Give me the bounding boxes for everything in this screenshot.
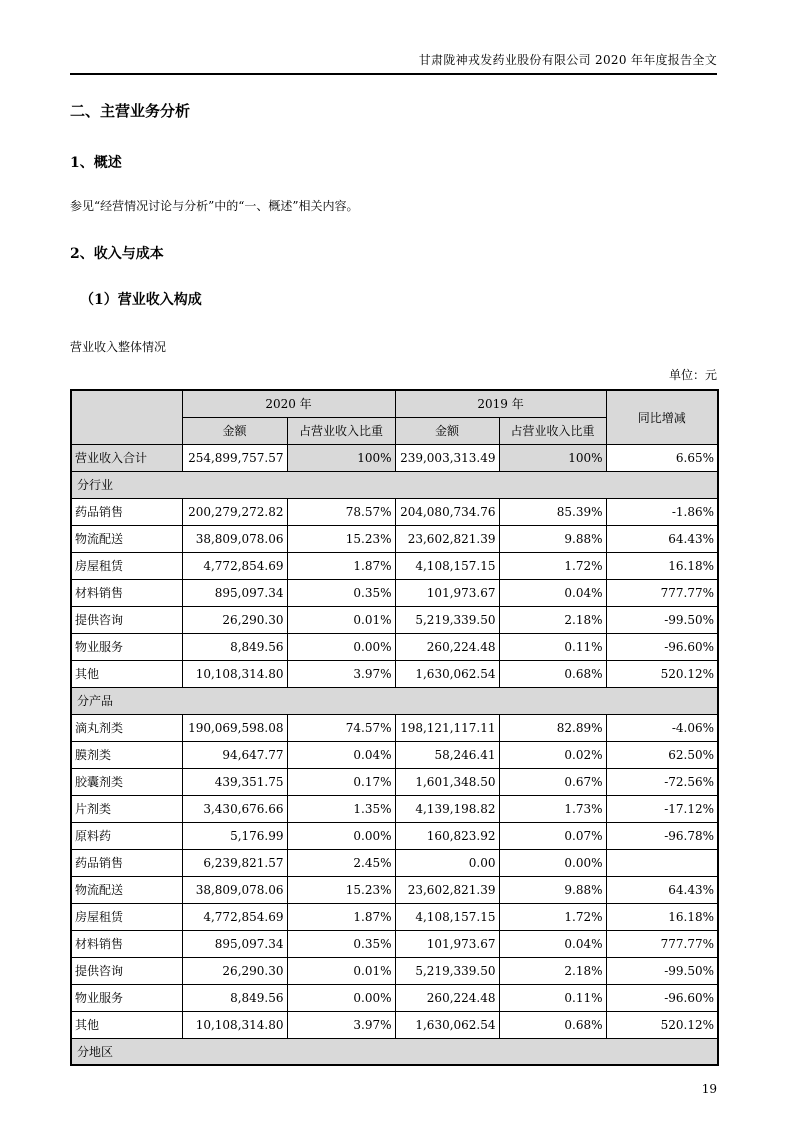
amount-2020: 8,849.56 [182, 984, 287, 1011]
total-row-label: 营业收入合计 [71, 444, 182, 471]
yoy-change: -96.60% [606, 633, 718, 660]
amount-2019: 1,630,062.54 [395, 1011, 499, 1038]
amount-2019: 260,224.48 [395, 984, 499, 1011]
row-label: 胶囊剂类 [71, 768, 182, 795]
section-label: 分行业 [71, 471, 718, 498]
header-year-2020: 2020 年 [182, 390, 395, 417]
amount-2020: 10,108,314.80 [182, 1011, 287, 1038]
total-pct-2019: 100% [499, 444, 606, 471]
total-row [71, 444, 718, 471]
amount-2020: 38,809,078.06 [182, 525, 287, 552]
table-row [71, 606, 718, 633]
row-label: 材料销售 [71, 579, 182, 606]
row-label: 房屋租赁 [71, 903, 182, 930]
table-row [71, 957, 718, 984]
pct-2020: 0.00% [287, 822, 395, 849]
pct-2019: 9.88% [499, 876, 606, 903]
yoy-change: 64.43% [606, 876, 718, 903]
pct-2019: 1.72% [499, 903, 606, 930]
amount-2020: 10,108,314.80 [182, 660, 287, 687]
pct-2020: 1.87% [287, 552, 395, 579]
amount-2020: 895,097.34 [182, 579, 287, 606]
yoy-change [606, 849, 718, 876]
table-row [71, 633, 718, 660]
pct-2019: 2.18% [499, 957, 606, 984]
yoy-change: -96.60% [606, 984, 718, 1011]
row-label: 材料销售 [71, 930, 182, 957]
unit-label: 单位：元 [668, 368, 717, 382]
table-row [71, 822, 718, 849]
table-row [71, 1011, 718, 1038]
amount-2019: 101,973.67 [395, 930, 499, 957]
pct-2019: 0.67% [499, 768, 606, 795]
pct-2019: 9.88% [499, 525, 606, 552]
amount-2020: 38,809,078.06 [182, 876, 287, 903]
yoy-change: -72.56% [606, 768, 718, 795]
yoy-change: -4.06% [606, 714, 718, 741]
pct-2019: 85.39% [499, 498, 606, 525]
amount-2019: 5,219,339.50 [395, 957, 499, 984]
pct-2019: 0.07% [499, 822, 606, 849]
pct-2020: 1.35% [287, 795, 395, 822]
pct-2020: 3.97% [287, 660, 395, 687]
corner-cell [71, 390, 182, 444]
row-label: 药品销售 [71, 849, 182, 876]
yoy-change: -1.86% [606, 498, 718, 525]
yoy-change: -99.50% [606, 957, 718, 984]
row-label: 滴丸剂类 [71, 714, 182, 741]
amount-2019: 23,602,821.39 [395, 525, 499, 552]
table-row [71, 768, 718, 795]
table-row [71, 930, 718, 957]
header-rule [70, 73, 717, 75]
pct-2019: 0.04% [499, 579, 606, 606]
amount-2020: 94,647.77 [182, 741, 287, 768]
amount-2019: 23,602,821.39 [395, 876, 499, 903]
pct-2020: 0.04% [287, 741, 395, 768]
table-row [71, 660, 718, 687]
amount-2019: 260,224.48 [395, 633, 499, 660]
pct-2019: 82.89% [499, 714, 606, 741]
table-row [71, 849, 718, 876]
revenue-composition-table [70, 389, 719, 1066]
pct-2019: 0.11% [499, 633, 606, 660]
table-section-row [71, 687, 718, 714]
row-label: 提供咨询 [71, 606, 182, 633]
row-label: 其他 [71, 1011, 182, 1038]
amount-2019: 198,121,117.11 [395, 714, 499, 741]
pct-2019: 1.73% [499, 795, 606, 822]
row-label: 其他 [71, 660, 182, 687]
pct-2020: 0.00% [287, 984, 395, 1011]
amount-2019: 5,219,339.50 [395, 606, 499, 633]
table-section-row [71, 1038, 718, 1065]
table-row [71, 795, 718, 822]
overview-paragraph: 参见“经营情况讨论与分析”中的“一、概述”相关内容。 [70, 199, 359, 213]
yoy-change: 520.12% [606, 1011, 718, 1038]
amount-2020: 26,290.30 [182, 606, 287, 633]
row-label: 提供咨询 [71, 957, 182, 984]
amount-2020: 3,430,676.66 [182, 795, 287, 822]
row-label: 膜剂类 [71, 741, 182, 768]
pct-2020: 0.00% [287, 633, 395, 660]
total-amount-2019: 239,003,313.49 [395, 444, 499, 471]
table-row [71, 984, 718, 1011]
pct-2020: 3.97% [287, 1011, 395, 1038]
pct-2020: 1.87% [287, 903, 395, 930]
total-yoy: 6.65% [606, 444, 718, 471]
section-label: 分地区 [71, 1038, 718, 1065]
yoy-change: 16.18% [606, 552, 718, 579]
row-label: 物业服务 [71, 633, 182, 660]
header-amount-2019: 金额 [395, 417, 499, 444]
header-proportion-2019: 占营业收入比重 [499, 417, 606, 444]
amount-2019: 4,139,198.82 [395, 795, 499, 822]
amount-2019: 160,823.92 [395, 822, 499, 849]
pct-2019: 0.68% [499, 660, 606, 687]
amount-2020: 6,239,821.57 [182, 849, 287, 876]
header-amount-2020: 金额 [182, 417, 287, 444]
amount-2020: 4,772,854.69 [182, 903, 287, 930]
pct-2019: 0.02% [499, 741, 606, 768]
amount-2020: 4,772,854.69 [182, 552, 287, 579]
row-label: 物流配送 [71, 525, 182, 552]
pct-2020: 0.35% [287, 930, 395, 957]
amount-2019: 1,601,348.50 [395, 768, 499, 795]
row-label: 房屋租赁 [71, 552, 182, 579]
amount-2019: 204,080,734.76 [395, 498, 499, 525]
total-pct-2020: 100% [287, 444, 395, 471]
subsection-title-revenue: 2、收入与成本 [70, 246, 164, 262]
pct-2020: 2.45% [287, 849, 395, 876]
pct-2020: 74.57% [287, 714, 395, 741]
amount-2019: 58,246.41 [395, 741, 499, 768]
table-row [71, 498, 718, 525]
row-label: 片剂类 [71, 795, 182, 822]
table-row [71, 903, 718, 930]
pct-2020: 0.35% [287, 579, 395, 606]
table-row [71, 876, 718, 903]
yoy-change: 777.77% [606, 579, 718, 606]
row-label: 物流配送 [71, 876, 182, 903]
table-body [71, 444, 718, 1065]
section-label: 分产品 [71, 687, 718, 714]
subsection-title-overview: 1、概述 [70, 155, 122, 171]
table-row [71, 714, 718, 741]
yoy-change: 62.50% [606, 741, 718, 768]
amount-2019: 0.00 [395, 849, 499, 876]
page-number: 19 [701, 1082, 717, 1096]
pct-2020: 78.57% [287, 498, 395, 525]
header-yoy: 同比增减 [606, 390, 718, 444]
subsection-title-composition: （1）营业收入构成 [80, 292, 202, 308]
table-header-row-1 [71, 390, 718, 417]
amount-2019: 1,630,062.54 [395, 660, 499, 687]
amount-2020: 439,351.75 [182, 768, 287, 795]
amount-2020: 5,176.99 [182, 822, 287, 849]
pct-2019: 0.11% [499, 984, 606, 1011]
row-label: 原料药 [71, 822, 182, 849]
pct-2019: 1.72% [499, 552, 606, 579]
yoy-change: -17.12% [606, 795, 718, 822]
total-amount-2020: 254,899,757.57 [182, 444, 287, 471]
yoy-change: 16.18% [606, 903, 718, 930]
pct-2019: 0.68% [499, 1011, 606, 1038]
amount-2020: 200,279,272.82 [182, 498, 287, 525]
row-label: 物业服务 [71, 984, 182, 1011]
yoy-change: 520.12% [606, 660, 718, 687]
amount-2020: 190,069,598.08 [182, 714, 287, 741]
section-title-main: 二、主营业务分析 [70, 102, 191, 120]
table-row [71, 552, 718, 579]
amount-2020: 895,097.34 [182, 930, 287, 957]
amount-2020: 26,290.30 [182, 957, 287, 984]
document-header-title: 甘肃陇神戎发药业股份有限公司 2020 年年度报告全文 [418, 53, 717, 67]
amount-2020: 8,849.56 [182, 633, 287, 660]
yoy-change: 64.43% [606, 525, 718, 552]
table-row [71, 579, 718, 606]
yoy-change: -99.50% [606, 606, 718, 633]
table-row [71, 741, 718, 768]
pct-2019: 2.18% [499, 606, 606, 633]
amount-2019: 101,973.67 [395, 579, 499, 606]
pct-2020: 0.01% [287, 957, 395, 984]
amount-2019: 4,108,157.15 [395, 903, 499, 930]
pct-2020: 0.17% [287, 768, 395, 795]
yoy-change: 777.77% [606, 930, 718, 957]
table-section-row [71, 471, 718, 498]
header-proportion-2020: 占营业收入比重 [287, 417, 395, 444]
table-caption: 营业收入整体情况 [70, 340, 167, 354]
row-label: 药品销售 [71, 498, 182, 525]
pct-2019: 0.04% [499, 930, 606, 957]
pct-2020: 0.01% [287, 606, 395, 633]
pct-2020: 15.23% [287, 525, 395, 552]
pct-2019: 0.00% [499, 849, 606, 876]
amount-2019: 4,108,157.15 [395, 552, 499, 579]
header-year-2019: 2019 年 [395, 390, 606, 417]
pct-2020: 15.23% [287, 876, 395, 903]
yoy-change: -96.78% [606, 822, 718, 849]
table-row [71, 525, 718, 552]
